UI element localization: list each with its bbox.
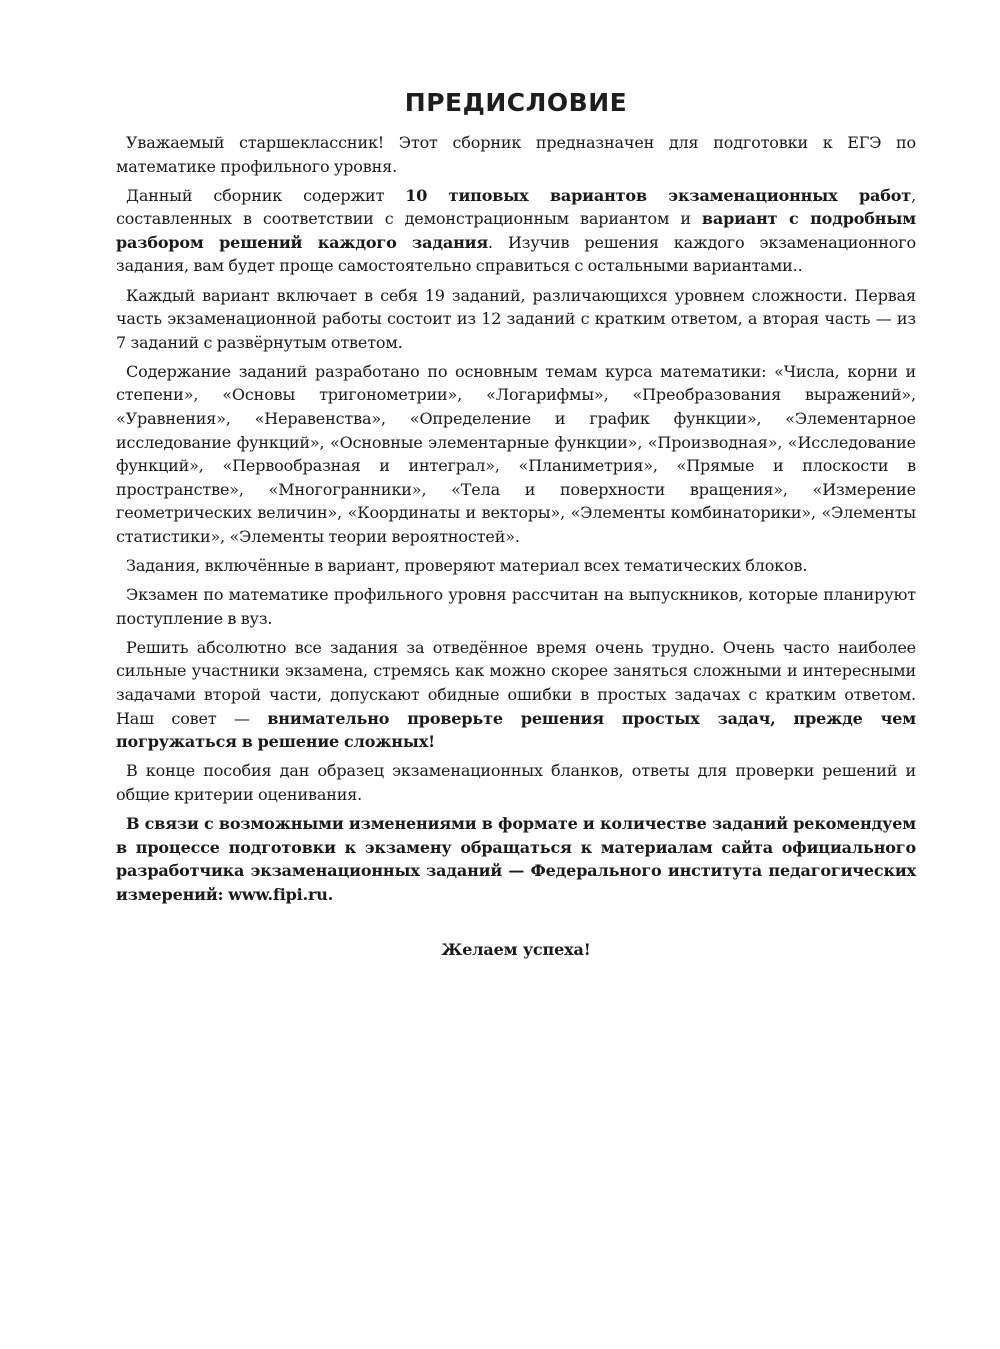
paragraph-collection-contents [116,184,916,278]
paragraph-exam-audience: Экзамен по математике профильного уровня рассчитан на выпускников, которые планируют поступление в вуз. [116,585,916,628]
text-run: Решить абсолютно все задания за отведённое время очень трудно. Очень часто наиболее сильные участники экзамена, стремясь как можно скорее заняться сложными и интересными задачами второй части, допускают обидные ошибки в простых задачах с кратким ответом. Наш совет — [116,637,916,728]
text-run: Данный сборник содержит [126,185,406,205]
bold-text-run: вариант с подробным разбором решений каждого задания [116,209,916,252]
page-title: ПРЕДИСЛОВИЕ [404,88,628,117]
paragraph-appendix: В конце пособия дан образец экзаменационных бланков, ответы для проверки решений и общие критерии оценивания. [116,761,916,804]
paragraph-fipi-notice: В связи с возможными изменениями в формате и количестве заданий рекомендуем в процессе подготовки к экзамену обращаться к материалам сайта официального разработчика экзаменационных заданий — Федерального института педагогических измерений: www.fipi.ru. [116,814,916,904]
closing-wish: Желаем успеха! [441,940,591,960]
bold-text-run: внимательно проверьте решения простых задач, прежде чем погружаться в решение сложных! [116,708,916,752]
paragraph-advice [116,636,916,754]
paragraph-greeting: Уважаемый старшеклассник! Этот сборник предназначен для подготовки к ЕГЭ по математике профильного уровня. [116,133,916,176]
text-run: , составленных в соответствии с демонстрационным вариантом и [116,185,916,229]
text-run: . Изучив решения каждого экзаменационного задания, вам будет проще самостоятельно справиться с остальными вариантами.. [116,232,917,276]
bold-text-run: 10 типовых вариантов экзаменационных работ [405,185,912,205]
paragraph-topics: Содержание заданий разработано по основным темам курса математики: «Числа, корни и степени», «Основы тригонометрии», «Логарифмы», «Преобразования выражений», «Уравнения», «Неравенства», «Определение и график функции», «Элементарное исследование функций», «Основные элементарные функции», «Производная», «Исследование функций», «Первообразная и интеграл», «Планиметрия», «Прямые и плоскости в пространстве», «Многогранники», «Тела и поверхности вращения», «Измерение геометрических величин», «Координаты и векторы», «Элементы комбинаторики», «Элементы статистики», «Элементы теории вероятностей». [116,361,916,546]
preface-page [116,88,916,959]
paragraph-blocks: Задания, включённые в вариант, проверяют материал всех тематических блоков. [126,556,808,576]
paragraph-variant-structure: Каждый вариант включает в себя 19 заданий, различающихся уровнем сложности. Первая часть экзаменационной работы состоит из 12 заданий с кратким ответом, а вторая часть — из 7 заданий с развёрнутым ответом. [116,285,916,352]
